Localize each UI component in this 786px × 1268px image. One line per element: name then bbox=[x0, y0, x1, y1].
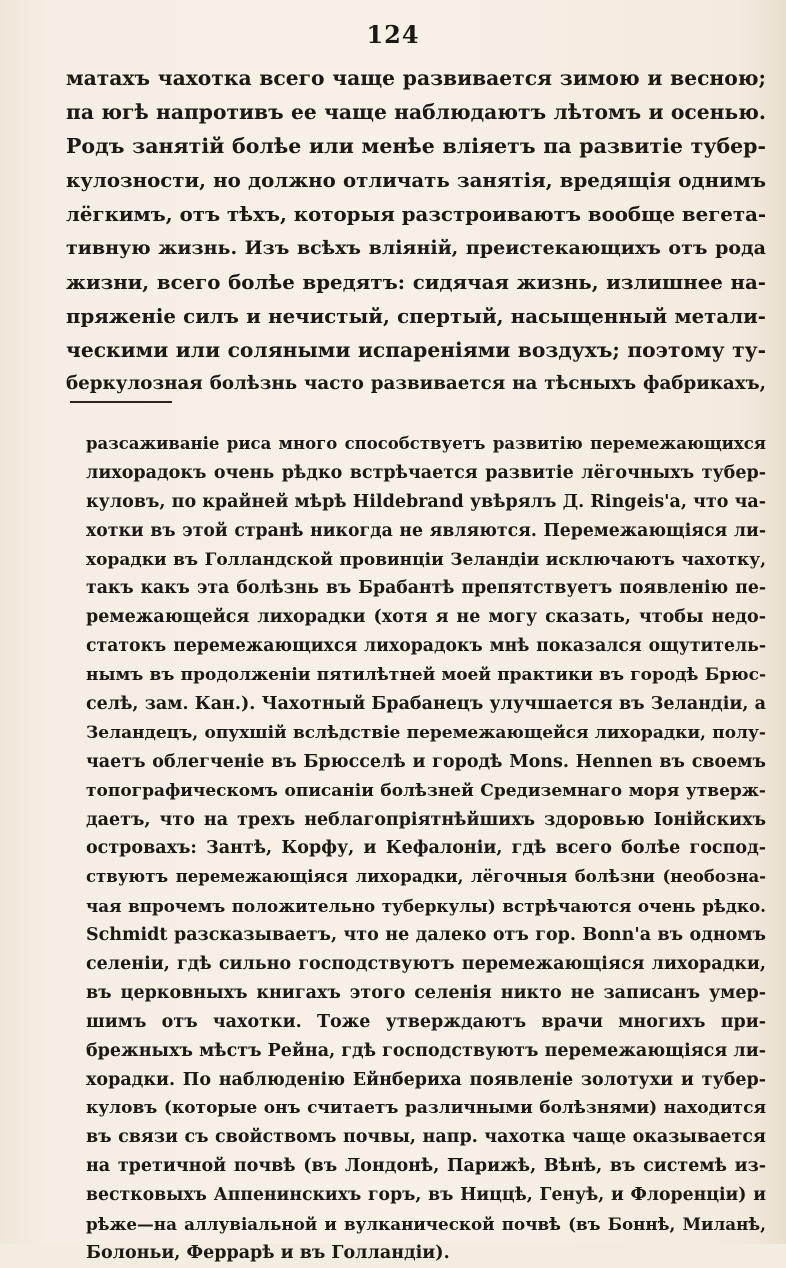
footnote-line: такъ какъ эта болѣзнь въ Брабантѣ препятствуетъ появленію пе- bbox=[86, 578, 766, 599]
main-text-line: Родъ занятій болѣе или менѣе вліяетъ па развитіе тубер- bbox=[66, 134, 766, 158]
footnote-line: въ связи съ свойствомъ почвы, напр. чахотка чаще оказывается bbox=[86, 1127, 766, 1148]
footnote-line: рѣже—на аллувіальной и вулканической почвѣ (въ Боннѣ, Миланѣ, bbox=[86, 1214, 766, 1235]
footnote-line: нымъ въ продолженіи пятилѣтней моей практики въ городѣ Брюс- bbox=[86, 665, 766, 686]
footnote-line: островахъ: Зантѣ, Корфу, и Кефалоніи, гдѣ всего болѣе господ- bbox=[86, 838, 766, 859]
footnote-line: ремежающейся лихорадки (хотя я не могу сказать, чтобы недо- bbox=[86, 607, 766, 628]
footnote-line: ствуютъ перемежающіяся лихорадки, лёгочныя болѣзни (необозна- bbox=[86, 867, 766, 887]
footnote-line: разсаживаніе риса много способствуетъ развитію перемежающихся bbox=[86, 434, 766, 453]
footnote-line: чая впрочемъ положительно туберкулы) встрѣчаются очень рѣдко. bbox=[86, 896, 766, 917]
footnote-divider bbox=[70, 401, 172, 403]
main-text-line: лёгкимъ, отъ тѣхъ, которыя разстроиваютъ вообще вегета- bbox=[66, 202, 767, 226]
footnote-line: хотки въ этой странѣ никогда не являются. Перемежающіяся ли- bbox=[86, 520, 766, 541]
main-text-line: тивную жизнь. Изъ всѣхъ вліяній, преистекающихъ отъ рода bbox=[66, 237, 766, 259]
footnote-line: топографическомъ описаніи болѣзней Средиземнаго моря утверж- bbox=[86, 780, 766, 801]
footnote-line: чаетъ облегченіе въ Брюсселѣ и городѣ Mons. Hennen въ своемъ bbox=[86, 751, 766, 772]
page-number: 124 bbox=[366, 20, 420, 49]
main-text-line: пряженіе силъ и нечистый, спертый, насыщенный метали- bbox=[66, 304, 766, 328]
footnote-line: куловъ, по крайней мѣрѣ Hildebrand увѣрялъ Д. Ringeis'a, что ча- bbox=[86, 491, 766, 512]
footnote-line: даетъ, что на трехъ неблагопріятнѣйшихъ здоровью Іонійскихъ bbox=[86, 809, 766, 830]
footnote-line: статокъ перемежающихся лихорадокъ мнѣ показался ощутитель- bbox=[86, 636, 766, 657]
main-text-line: беркулозная болѣзнь часто развивается на тѣсныхъ фабрикахъ, bbox=[66, 373, 766, 394]
main-text-line: па югѣ напротивъ ее чаще наблюдаютъ лѣтомъ и осенью. bbox=[66, 100, 766, 124]
footnote-line: Зеландецъ, опухшій вслѣдствіе перемежающейся лихорадки, полу- bbox=[86, 722, 766, 743]
footnote-text bbox=[86, 430, 766, 1268]
footnote-line: брежныхъ мѣстъ Рейна, гдѣ господствуютъ перемежающіяся ли- bbox=[86, 1040, 766, 1061]
main-body-text bbox=[66, 61, 766, 401]
main-text-line: матахъ чахотка всего чаще развивается зимою и весною; bbox=[66, 66, 766, 90]
footnote-line: въ церковныхъ книгахъ этого селенія никто не записанъ умер- bbox=[86, 982, 766, 1003]
footnote-line: шимъ отъ чахотки. Тоже утверждаютъ врачи многихъ при- bbox=[86, 1011, 766, 1032]
footnote-line: вестковыхъ Аппенинскихъ горъ, въ Ниццѣ, Генуѣ, и Флоренціи) и bbox=[86, 1185, 766, 1206]
main-text-line: жизни, всего болѣе вредятъ: сидячая жизнь, излишнее на- bbox=[66, 270, 766, 294]
footnote-line: на третичной почвѣ (въ Лондонѣ, Парижѣ, Вѣнѣ, въ системѣ из- bbox=[86, 1156, 766, 1177]
main-text-line: ческими или соляными испареніями воздухъ; поэтому ту- bbox=[66, 338, 766, 362]
footnote-line: хорадки. По наблюденію Ейнбериха появленіе золотухи и тубер- bbox=[86, 1069, 766, 1090]
footnote-line: селеніи, гдѣ сильно господствуютъ перемежающіяся лихорадки, bbox=[86, 954, 766, 975]
footnote-line: хорадки въ Голландской провинціи Зеландіи исключаютъ чахотку, bbox=[86, 549, 766, 570]
footnote-line: лихорадокъ очень рѣдко встрѣчается развитіе лёгочныхъ тубер- bbox=[86, 462, 766, 483]
main-text-line: кулозности, но должно отличать занятія, вредящія однимъ bbox=[66, 168, 766, 192]
footnote-line: селѣ, зам. Кан.). Чахотный Брабанецъ улучшается въ Зеландіи, а bbox=[86, 694, 766, 715]
footnote-line: Болоньи, Феррарѣ и въ Голландіи). bbox=[86, 1242, 450, 1263]
footnote-line: Schmidt разсказываетъ, что не далеко отъ гор. Bonn'a въ одномъ bbox=[86, 925, 766, 946]
footnote-line: куловъ (которые онъ считаетъ различными болѣзнями) находится bbox=[86, 1098, 766, 1119]
